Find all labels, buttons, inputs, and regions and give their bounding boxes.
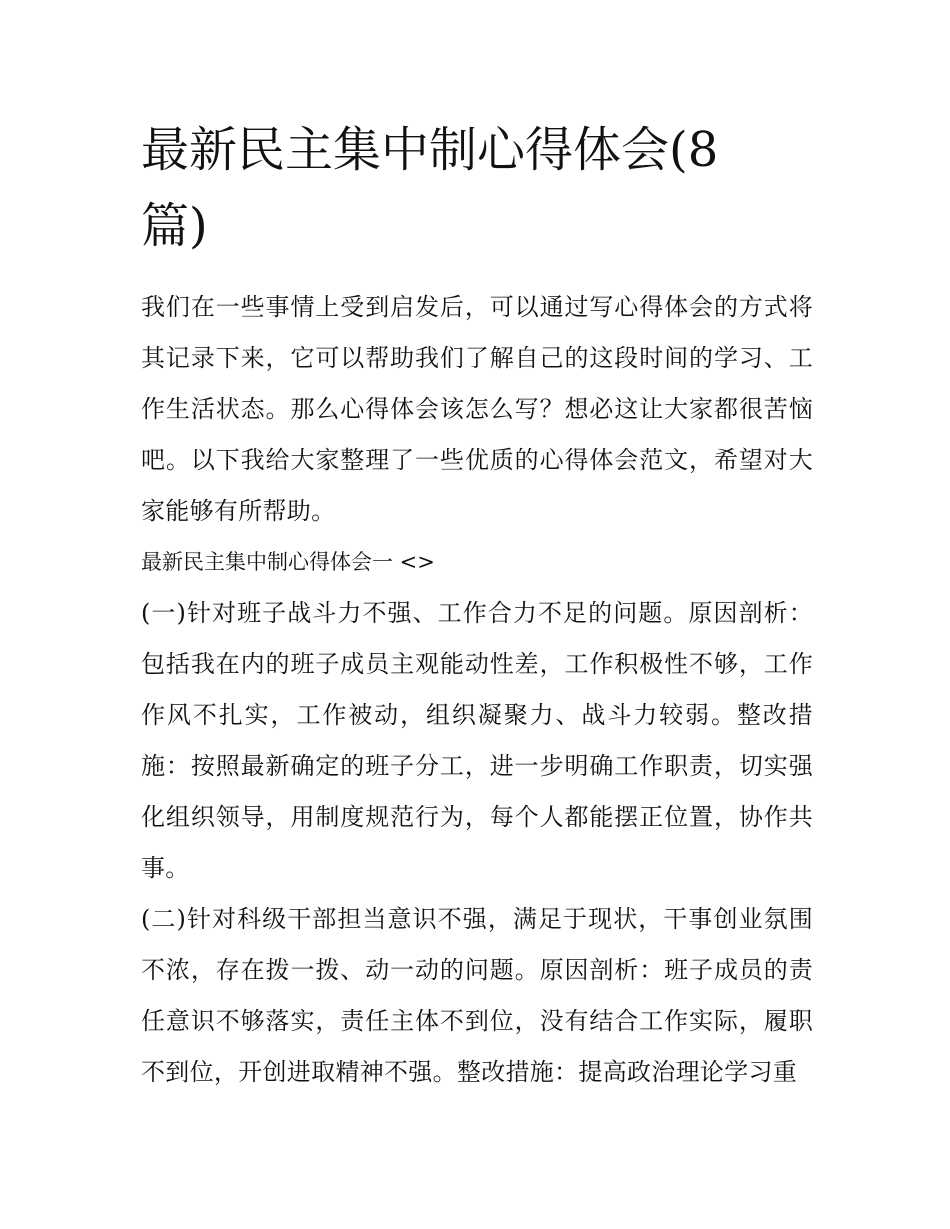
document-title: 最新民主集中制心得体会(8篇) bbox=[141, 122, 719, 254]
intro-paragraph: 我们在一些事情上受到启发后，可以通过写心得体会的方式将其记录下来，它可以帮助我们了解自己的这段时间的学习、工作生活状态。那么心得体会该怎么写？想必这让大家都很苦恼吧。以下我给大家整理了一些优质的心得体会范文，希望对大家能够有所帮助。 bbox=[141, 293, 813, 525]
section-heading: 最新民主集中制心得体会一 <> bbox=[141, 550, 435, 574]
body-paragraph-2: (二)针对科级干部担当意识不强，满足于现状，干事创业氛围不浓，存在拨一拨、动一动的问题。原因剖析：班子成员的责任意识不够落实，责任主体不到位，没有结合工作实际，履职不到位，开创进取精神不强。整改措施：提高政治理论学习重 bbox=[141, 905, 813, 1086]
document-content bbox=[141, 112, 813, 1098]
body-paragraph-1: (一)针对班子战斗力不强、工作合力不足的问题。原因剖析：包括我在内的班子成员主观能动性差，工作积极性不够，工作作风不扎实，工作被动，组织凝聚力、战斗力较弱。整改措施：按照最新确定的班子分工，进一步明确工作职责，切实强化组织领导，用制度规范行为，每个人都能摆正位置，协作共事。 bbox=[141, 599, 813, 882]
